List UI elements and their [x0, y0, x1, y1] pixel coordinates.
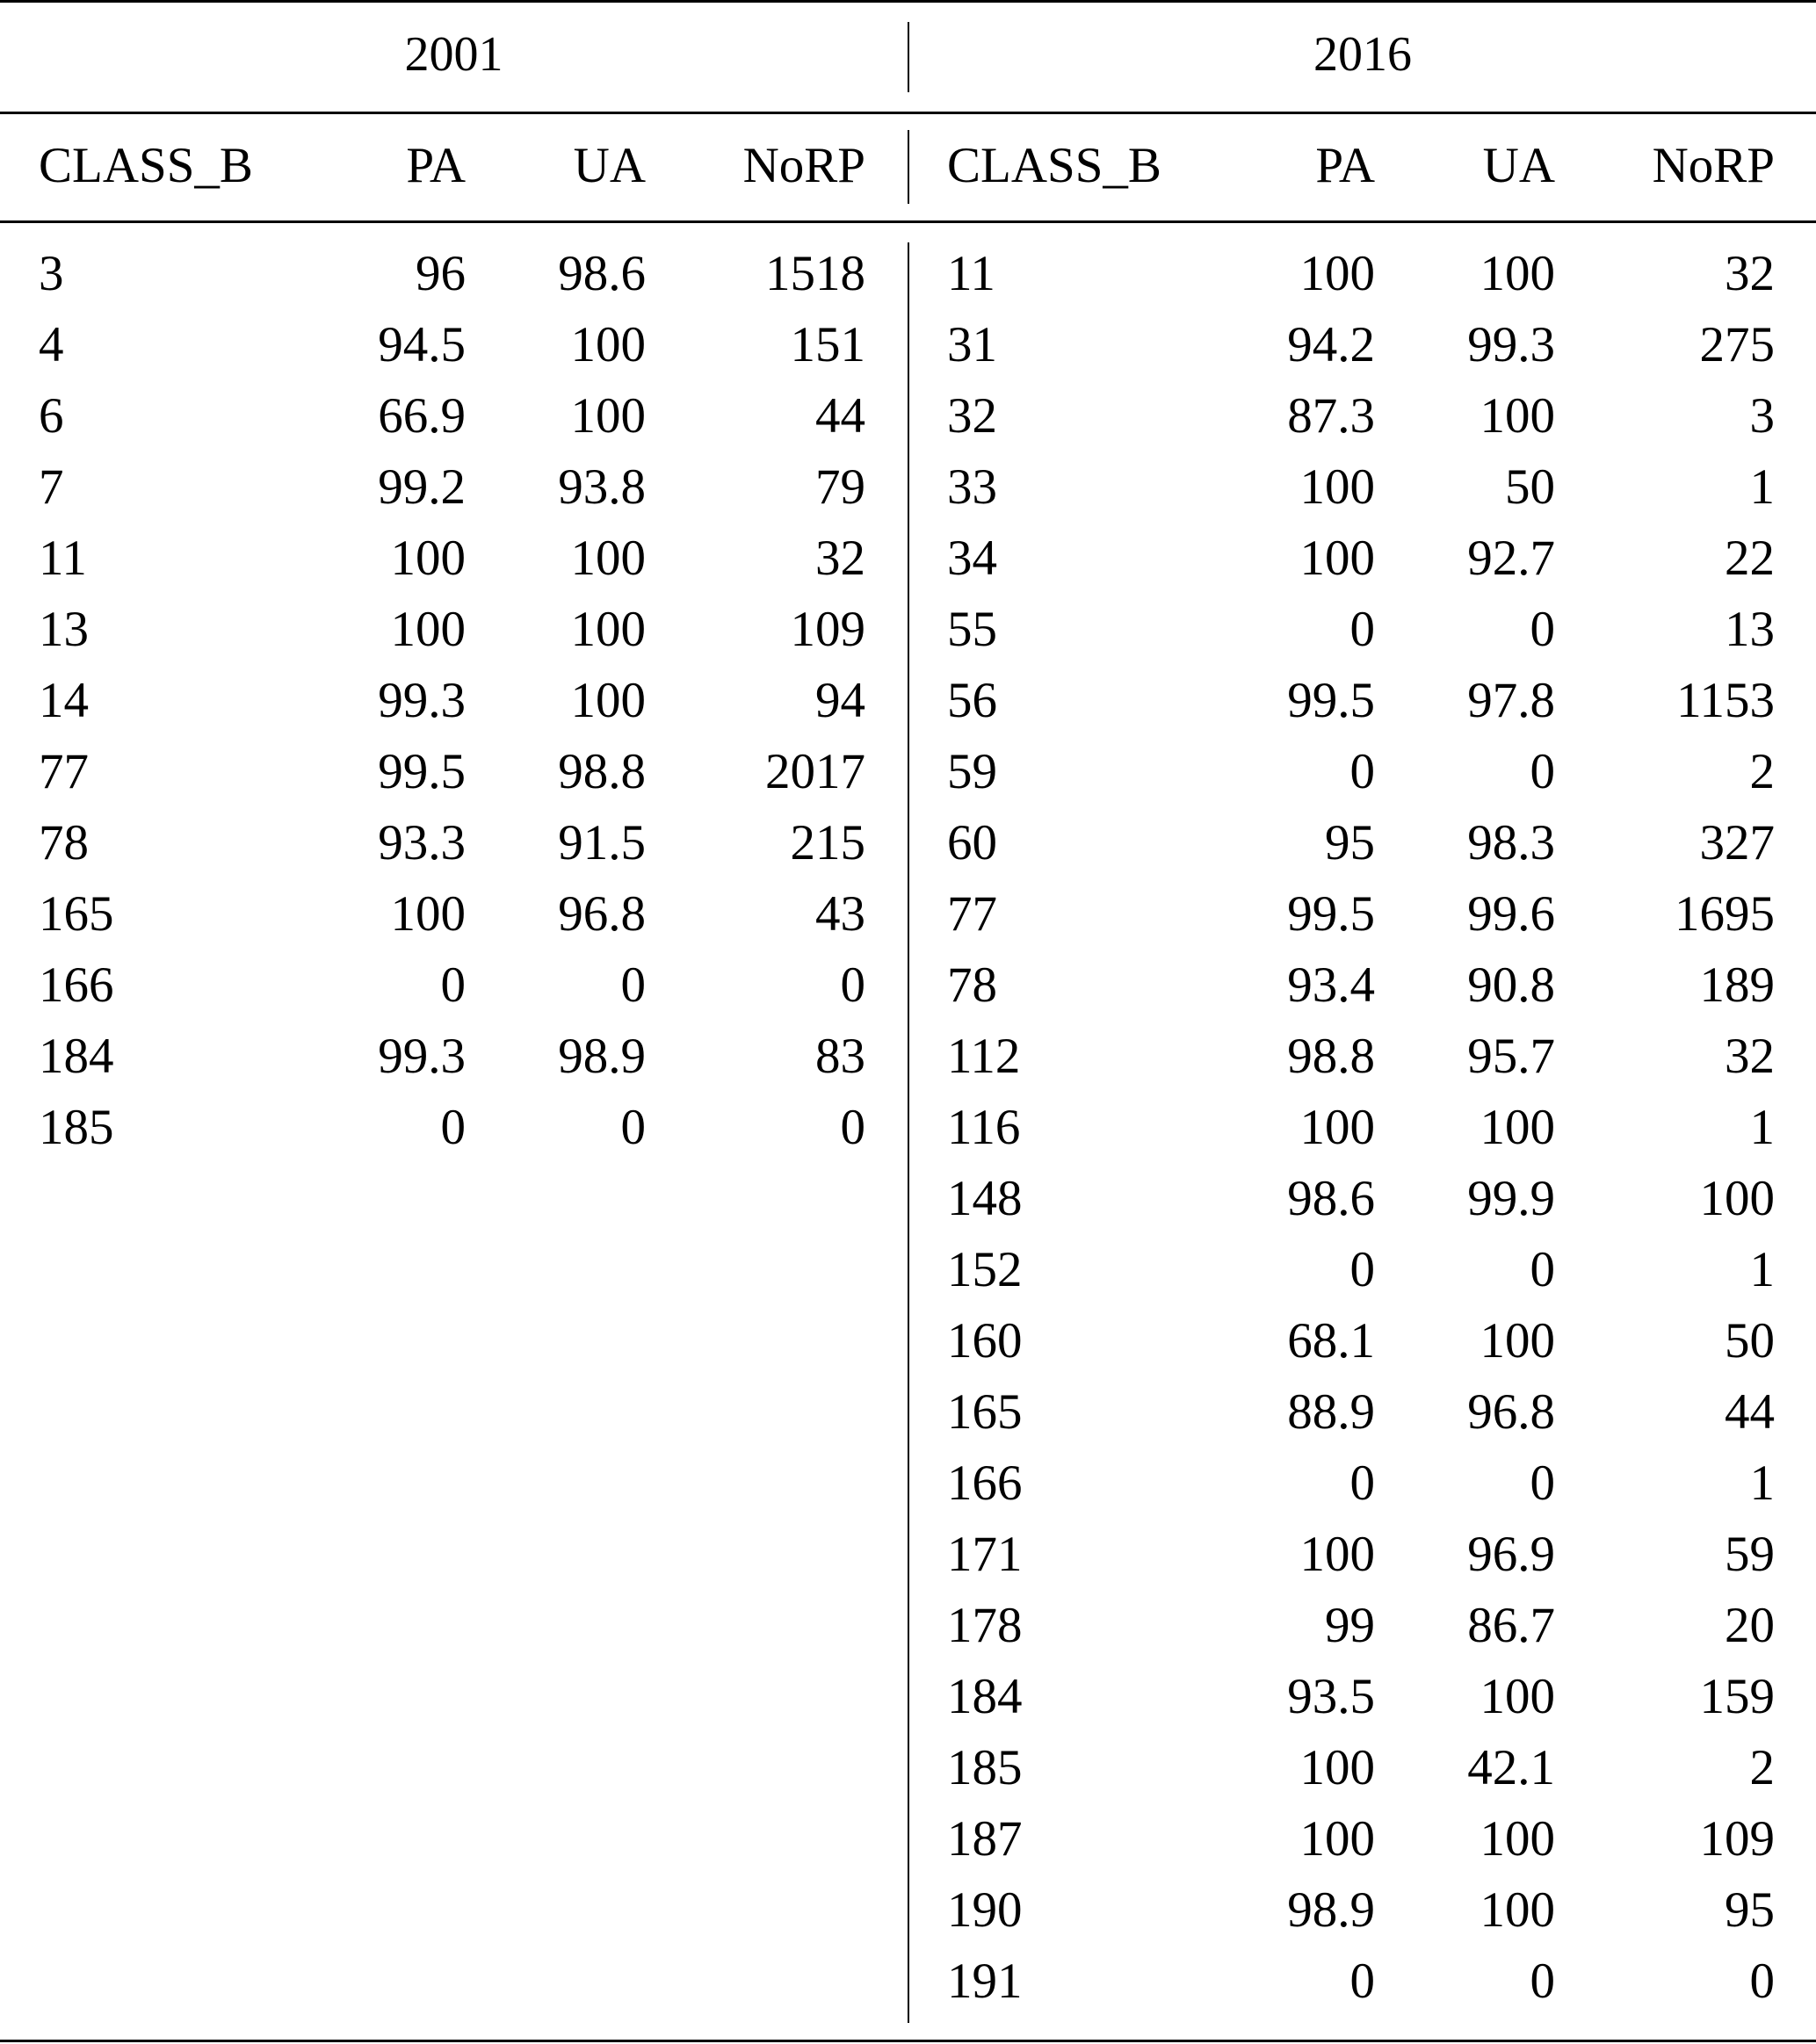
- cell-ua: 98.8: [558, 744, 646, 799]
- cell-ua: 98.3: [1467, 815, 1555, 870]
- cell-norp: 0: [840, 1100, 865, 1155]
- cell-ua: 100: [1480, 1811, 1555, 1867]
- cell-ua: 95.7: [1467, 1029, 1555, 1084]
- cell-ua: 100: [570, 673, 646, 728]
- cell-pa: 98.9: [1287, 1882, 1375, 1938]
- cell-ua: 100: [1480, 1882, 1555, 1938]
- cell-class-b: 112: [947, 1029, 1021, 1084]
- cell-ua: 42.1: [1467, 1740, 1555, 1795]
- cell-norp: 109: [790, 602, 865, 657]
- cell-class-b: 190: [947, 1882, 1023, 1938]
- cell-ua: 96.9: [1467, 1527, 1555, 1582]
- cell-pa: 100: [1299, 1740, 1375, 1795]
- cell-class-b: 7: [39, 459, 64, 515]
- cell-norp: 1695: [1675, 886, 1775, 942]
- cell-norp: 2: [1749, 744, 1775, 799]
- header-divider: [908, 130, 909, 204]
- cell-class-b: 185: [39, 1100, 114, 1155]
- cell-ua: 86.7: [1467, 1598, 1555, 1653]
- cell-pa: 0: [1349, 1954, 1375, 2009]
- cell-pa: 100: [1299, 1100, 1375, 1155]
- cell-pa: 93.3: [378, 815, 466, 870]
- cell-class-b: 178: [947, 1598, 1023, 1653]
- cell-norp: 32: [815, 531, 865, 586]
- cell-class-b: 14: [39, 673, 89, 728]
- cell-class-b: 185: [947, 1740, 1023, 1795]
- cell-class-b: 165: [947, 1384, 1023, 1440]
- cell-class-b: 55: [947, 602, 997, 657]
- cell-ua: 97.8: [1467, 673, 1555, 728]
- cell-norp: 0: [840, 957, 865, 1013]
- col-header-norp: NoRP: [1652, 138, 1775, 193]
- cell-pa: 94.2: [1287, 317, 1375, 372]
- cell-class-b: 31: [947, 317, 997, 372]
- cell-class-b: 13: [39, 602, 89, 657]
- cell-pa: 99: [1325, 1598, 1375, 1653]
- cell-norp: 43: [815, 886, 865, 942]
- cell-class-b: 78: [947, 957, 997, 1013]
- cell-norp: 275: [1699, 317, 1775, 372]
- cell-pa: 98.6: [1287, 1171, 1375, 1226]
- cell-ua: 100: [1480, 246, 1555, 301]
- cell-ua: 100: [1480, 1100, 1555, 1155]
- cell-class-b: 116: [947, 1100, 1021, 1155]
- cell-pa: 0: [1349, 1455, 1375, 1511]
- cell-pa: 100: [390, 886, 466, 942]
- cell-ua: 100: [570, 531, 646, 586]
- cell-norp: 50: [1725, 1313, 1775, 1369]
- cell-class-b: 11: [39, 531, 87, 586]
- cell-ua: 98.9: [558, 1029, 646, 1084]
- cell-norp: 94: [815, 673, 865, 728]
- cell-norp: 44: [815, 388, 865, 444]
- cell-norp: 83: [815, 1029, 865, 1084]
- cell-norp: 32: [1725, 246, 1775, 301]
- cell-pa: 100: [390, 531, 466, 586]
- cell-class-b: 165: [39, 886, 114, 942]
- cell-ua: 100: [570, 317, 646, 372]
- cell-ua: 93.8: [558, 459, 646, 515]
- cell-pa: 93.5: [1287, 1669, 1375, 1724]
- cell-pa: 99.3: [378, 1029, 466, 1084]
- cell-ua: 0: [1530, 1455, 1555, 1511]
- cell-ua: 0: [620, 957, 646, 1013]
- cell-norp: 0: [1749, 1954, 1775, 2009]
- cell-ua: 99.9: [1467, 1171, 1555, 1226]
- cell-pa: 100: [1299, 531, 1375, 586]
- cell-norp: 2: [1749, 1740, 1775, 1795]
- cell-class-b: 160: [947, 1313, 1023, 1369]
- cell-class-b: 166: [39, 957, 114, 1013]
- cell-pa: 0: [1349, 602, 1375, 657]
- cell-pa: 93.4: [1287, 957, 1375, 1013]
- cell-pa: 0: [440, 1100, 466, 1155]
- cell-norp: 215: [790, 815, 865, 870]
- col-header-ua: UA: [573, 138, 646, 193]
- cell-class-b: 78: [39, 815, 89, 870]
- cell-norp: 22: [1725, 531, 1775, 586]
- cell-norp: 13: [1725, 602, 1775, 657]
- col-header-norp: NoRP: [742, 138, 865, 193]
- cell-ua: 0: [620, 1100, 646, 1155]
- cell-class-b: 60: [947, 815, 997, 870]
- cell-norp: 95: [1725, 1882, 1775, 1938]
- cell-pa: 100: [1299, 1527, 1375, 1582]
- cell-norp: 1153: [1676, 673, 1775, 728]
- cell-ua: 92.7: [1467, 531, 1555, 586]
- cell-norp: 1: [1749, 1455, 1775, 1511]
- cell-ua: 99.6: [1467, 886, 1555, 942]
- cell-norp: 100: [1699, 1171, 1775, 1226]
- cell-ua: 100: [570, 602, 646, 657]
- cell-norp: 3: [1749, 388, 1775, 444]
- cell-ua: 91.5: [558, 815, 646, 870]
- body-divider: [908, 242, 909, 2023]
- cell-ua: 0: [1530, 602, 1555, 657]
- cell-ua: 98.6: [558, 246, 646, 301]
- cell-class-b: 187: [947, 1811, 1023, 1867]
- cell-pa: 96: [416, 246, 466, 301]
- col-header-class-b: CLASS_B: [39, 138, 253, 193]
- column-header-rule: [0, 220, 1816, 223]
- cell-norp: 109: [1699, 1811, 1775, 1867]
- cell-class-b: 148: [947, 1171, 1023, 1226]
- cell-pa: 99.5: [1287, 886, 1375, 942]
- cell-pa: 94.5: [378, 317, 466, 372]
- cell-norp: 189: [1699, 957, 1775, 1013]
- year-header-rule: [0, 112, 1816, 114]
- bottom-rule: [0, 2040, 1816, 2042]
- cell-ua: 100: [570, 388, 646, 444]
- cell-class-b: 3: [39, 246, 64, 301]
- cell-norp: 59: [1725, 1527, 1775, 1582]
- cell-class-b: 59: [947, 744, 997, 799]
- cell-pa: 0: [440, 957, 466, 1013]
- cell-ua: 100: [1480, 1313, 1555, 1369]
- cell-class-b: 152: [947, 1242, 1023, 1297]
- cell-pa: 66.9: [378, 388, 466, 444]
- cell-ua: 100: [1480, 388, 1555, 444]
- cell-pa: 100: [1299, 246, 1375, 301]
- cell-pa: 0: [1349, 1242, 1375, 1297]
- cell-class-b: 184: [39, 1029, 114, 1084]
- cell-pa: 98.8: [1287, 1029, 1375, 1084]
- cell-pa: 88.9: [1287, 1384, 1375, 1440]
- cell-ua: 100: [1480, 1669, 1555, 1724]
- cell-class-b: 32: [947, 388, 997, 444]
- year-2001-heading: 2001: [404, 27, 503, 82]
- cell-ua: 50: [1505, 459, 1555, 515]
- cell-class-b: 4: [39, 317, 64, 372]
- cell-norp: 159: [1699, 1669, 1775, 1724]
- cell-pa: 95: [1325, 815, 1375, 870]
- cell-norp: 79: [815, 459, 865, 515]
- cell-class-b: 56: [947, 673, 997, 728]
- cell-norp: 1: [1749, 459, 1775, 515]
- cell-ua: 99.3: [1467, 317, 1555, 372]
- cell-ua: 0: [1530, 1954, 1555, 2009]
- cell-ua: 90.8: [1467, 957, 1555, 1013]
- cell-norp: 1: [1749, 1100, 1775, 1155]
- cell-pa: 100: [1299, 459, 1375, 515]
- cell-ua: 0: [1530, 1242, 1555, 1297]
- col-header-class-b: CLASS_B: [947, 138, 1161, 193]
- cell-class-b: 77: [947, 886, 997, 942]
- year-2016-heading: 2016: [1313, 27, 1412, 82]
- cell-pa: 68.1: [1287, 1313, 1375, 1369]
- cell-pa: 99.5: [378, 744, 466, 799]
- cell-norp: 327: [1699, 815, 1775, 870]
- col-header-pa: PA: [406, 138, 466, 193]
- cell-pa: 99.2: [378, 459, 466, 515]
- cell-pa: 0: [1349, 744, 1375, 799]
- col-header-pa: PA: [1315, 138, 1375, 193]
- cell-norp: 20: [1725, 1598, 1775, 1653]
- cell-class-b: 6: [39, 388, 64, 444]
- top-rule: [0, 0, 1816, 3]
- cell-norp: 1518: [765, 246, 865, 301]
- cell-pa: 99.3: [378, 673, 466, 728]
- cell-class-b: 77: [39, 744, 89, 799]
- cell-norp: 151: [790, 317, 865, 372]
- cell-pa: 87.3: [1287, 388, 1375, 444]
- col-header-ua: UA: [1482, 138, 1555, 193]
- cell-class-b: 11: [947, 246, 995, 301]
- cell-class-b: 33: [947, 459, 997, 515]
- cell-class-b: 191: [947, 1954, 1023, 2009]
- cell-norp: 44: [1725, 1384, 1775, 1440]
- cell-pa: 100: [1299, 1811, 1375, 1867]
- cell-norp: 32: [1725, 1029, 1775, 1084]
- cell-pa: 99.5: [1287, 673, 1375, 728]
- cell-class-b: 34: [947, 531, 997, 586]
- cell-ua: 96.8: [1467, 1384, 1555, 1440]
- cell-ua: 0: [1530, 744, 1555, 799]
- cell-ua: 96.8: [558, 886, 646, 942]
- cell-pa: 100: [390, 602, 466, 657]
- cell-class-b: 166: [947, 1455, 1023, 1511]
- cell-class-b: 171: [947, 1527, 1023, 1582]
- cell-class-b: 184: [947, 1669, 1023, 1724]
- cell-norp: 2017: [765, 744, 865, 799]
- cell-norp: 1: [1749, 1242, 1775, 1297]
